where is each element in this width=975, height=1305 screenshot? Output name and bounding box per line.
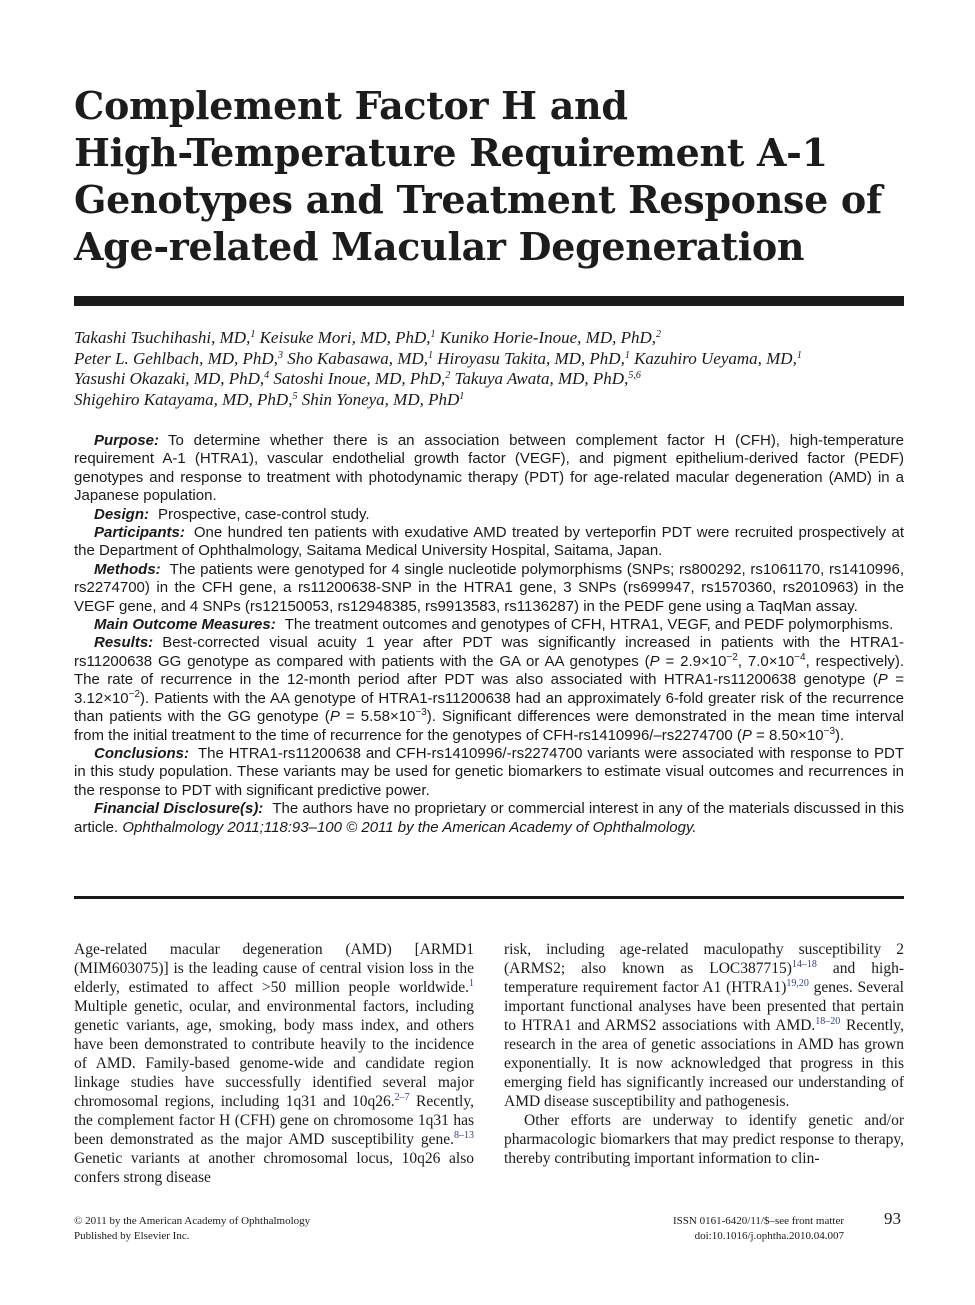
body-text: and high-temperature requirement factor A1 (HTRA1) <box>504 960 904 996</box>
section-label: Conclusions: <box>94 744 190 762</box>
author-line <box>74 328 904 349</box>
section-text: To determine whether there is an association between complement factor H (CFH), high-temperature requirement A-1 (HTRA1), vascular endothelial growth factor (VEGF), and pigment epithelium-derived factor (PEDF) genotypes and response to treatment with photodynamic therapy (PDT) for age-related macular degeneration (AMD) in a Japanese population. <box>74 432 904 505</box>
section-text: , respectively). The rate of recurrence in the 12-month period after PDT was also associated with HTRA1-rs11200638 genotype ( <box>74 652 904 689</box>
reference-link[interactable]: 2–7 <box>394 1092 410 1103</box>
abstract-purpose <box>74 432 904 506</box>
title-line: Genotypes and Treatment Response of <box>74 177 883 222</box>
section-text: The patients were genotyped for 4 single nucleotide polymorphisms (SNPs; rs800292, rs1061170, rs1410996, rs2274700) in the CFH gene, a rs11200638-SNP in the HTRA1 gene, 3 SNPs (rs699947, rs1570360, rs2010963) in the VEGF gene, and 4 SNPs (rs12150053, rs12948385, rs9913583, rs1136287) in the PEDF gene using a TaqMan assay. <box>74 560 904 615</box>
section-text: = 8.50×10 <box>751 726 824 744</box>
body-text: Recently, research in the area of genetic associations in AMD has grown exponentially. It is now acknowledged that progress in this emerging field has significantly increased our understanding of AMD disease susceptibility and pathogenesis. <box>504 1017 904 1110</box>
footer-copyright <box>74 1214 310 1244</box>
section-label: Purpose: <box>94 432 160 449</box>
abstract-financial-disclosure <box>74 800 904 837</box>
affiliation-mark: 1 <box>427 349 433 361</box>
abstract-results <box>74 634 904 744</box>
doi-link[interactable]: doi:10.1016/j.ophtha.2010.04.007 <box>694 1230 844 1242</box>
author-name: Keisuke Mori, MD, PhD, <box>255 328 431 347</box>
author-name: Takuya Awata, MD, PhD, <box>450 369 629 388</box>
author-line <box>74 369 904 390</box>
exponent: −4 <box>794 651 806 663</box>
affiliation-mark: 1 <box>459 390 465 402</box>
section-text: ). Patients with the AA genotype of HTRA1-rs11200638 had an approximately 6-fold greater risk of the recurrence than patients with the GG genotype ( <box>74 689 904 726</box>
p-symbol: P <box>741 726 752 744</box>
author-name: Sho Kabasawa, MD, <box>282 348 428 368</box>
affiliation-mark: 1 <box>430 329 436 340</box>
affiliation-mark: 3 <box>277 349 283 361</box>
reference-link[interactable]: 14–18 <box>791 959 817 970</box>
section-text: = 2.9×10 <box>659 652 727 670</box>
section-text: One hundred ten patients with exudative AMD treated by verteporfin PDT were recruited prospectively at the Department of Ophthalmology, Saitama Medical University Hospital, Saitama, Japan. <box>74 524 904 560</box>
author-list <box>74 328 904 410</box>
body-text: risk, including age-related maculopathy susceptibility 2 (ARMS2; also known as LOC387715) <box>504 941 904 977</box>
author-name: Kazuhiro Ueyama, MD, <box>629 348 797 368</box>
affiliation-mark: 1 <box>250 329 256 340</box>
title-line: High-Temperature Requirement A-1 <box>74 130 828 175</box>
section-text: The HTRA1-rs11200638 and CFH-rs1410996/-rs2274700 variants were associated with response to PDT in this study population. These variants may be used for genetic biomarkers to estimate visual outcomes and recurrences in the response to PDT with significant predictive power. <box>74 744 904 799</box>
exponent: −2 <box>726 651 738 663</box>
section-text: The treatment outcomes and genotypes of CFH, HTRA1, VEGF, and PEDF polymorphisms. <box>284 616 894 634</box>
copyright-line: © 2011 by the American Academy of Ophthalmology <box>74 1215 311 1227</box>
abstract-methods <box>74 561 904 616</box>
author-line <box>74 390 904 411</box>
section-text: The authors have no proprietary or commercial interest in any of the materials discussed in this article. <box>74 800 904 836</box>
exponent: −3 <box>415 707 427 719</box>
affiliation-mark: 2 <box>445 370 451 381</box>
affiliation-mark: 1 <box>796 349 802 361</box>
article-title <box>74 82 914 270</box>
reference-link[interactable]: 8–13 <box>454 1130 474 1141</box>
reference-link[interactable]: 18–20 <box>815 1016 841 1027</box>
abstract <box>74 432 904 837</box>
exponent: −2 <box>128 688 141 700</box>
author-name: Takashi Tsuchihashi, MD, <box>74 328 251 347</box>
section-label: Financial Disclosure(s): <box>94 800 264 818</box>
exponent: −3 <box>823 725 836 737</box>
abstract-design <box>74 506 904 524</box>
affiliation-mark: 2 <box>656 329 662 340</box>
section-label: Main Outcome Measures: <box>94 616 276 634</box>
body-column-right <box>504 940 904 1168</box>
body-text: Genetic variants at another chromosomal locus, 10q26 also confers strong disease <box>74 1150 474 1186</box>
section-label: Design: <box>94 505 150 523</box>
reference-link[interactable]: 1 <box>469 978 474 989</box>
body-text: Other efforts are underway to identify genetic and/or pharmacologic biomarkers that may predict response to therapy, thereby contributing important information to clin- <box>504 1112 904 1167</box>
section-text: = 3.12×10 <box>74 671 904 707</box>
abstract-conclusions <box>74 745 904 800</box>
section-label: Methods: <box>94 560 161 578</box>
section-text: Prospective, case-control study. <box>158 505 370 523</box>
body-paragraph <box>504 1111 904 1168</box>
abstract-participants <box>74 524 904 561</box>
affiliation-mark: 4 <box>264 370 270 381</box>
reference-link[interactable]: 19,20 <box>786 978 809 989</box>
body-paragraph <box>74 940 474 1187</box>
section-text: = 5.58×10 <box>339 708 416 726</box>
title-divider <box>74 296 904 306</box>
section-text: Best-corrected visual acuity 1 year after PDT was significantly increased in patients with the HTRA1-rs11200638 GG genotype as compared with patients with the GA or AA genotypes ( <box>74 634 904 670</box>
footer-identifiers <box>640 1214 844 1244</box>
journal-citation: Ophthalmology 2011;118:93–100 © 2011 by the American Academy of Ophthalmology. <box>122 818 697 836</box>
author-name: Kuniko Horie-Inoue, MD, PhD, <box>435 328 657 347</box>
title-line: Complement Factor H and <box>74 83 628 128</box>
body-text: Recently, the complement factor H (CFH) gene on chromosome 1q31 has been demonstrated as the major AMD susceptibility gene. <box>74 1093 474 1148</box>
author-name: Peter L. Gehlbach, MD, PhD, <box>74 348 278 368</box>
p-symbol: P <box>877 671 888 689</box>
body-text: genes. Several important functional analyses have been presented that pertain to HTRA1 and ARMS2 associations with AMD. <box>504 979 904 1034</box>
author-name: Shigehiro Katayama, MD, PhD, <box>74 389 293 409</box>
author-name: Satoshi Inoue, MD, PhD, <box>269 369 446 388</box>
page-number: 93 <box>884 1209 901 1228</box>
affiliation-mark: 5 <box>292 390 298 402</box>
section-text: ). Significant differences were demonstrated in the mean time interval from the initial treatment to the time of recurrence for the genotypes of CFH-rs1410996/–rs2274700 ( <box>74 708 904 744</box>
affiliation-mark: 5,6 <box>628 370 641 381</box>
section-label: Participants: <box>94 524 185 542</box>
author-name: Yasushi Okazaki, MD, PhD, <box>74 369 265 388</box>
title-line: Age-related Macular Degeneration <box>74 224 805 269</box>
section-label: Results: <box>94 634 154 652</box>
body-text: Multiple genetic, ocular, and environmental factors, including genetic variants, age, smoking, body mass index, and others have been demonstrated to contribute heavily to the incidence of AMD. Family-based genome-wide and candidate region linkage studies have successfully identified several major chromosomal regions, including 1q31 and 10q26. <box>74 998 474 1110</box>
abstract-main-outcome <box>74 616 904 634</box>
publisher-line: Published by Elsevier Inc. <box>74 1230 190 1242</box>
affiliation-mark: 1 <box>624 349 630 361</box>
author-line <box>74 349 904 370</box>
author-name: Hiroyasu Takita, MD, PhD, <box>432 348 625 368</box>
body-column-left <box>74 940 474 1187</box>
p-symbol: P <box>329 708 340 726</box>
p-symbol: P <box>649 652 660 670</box>
section-text: , 7.0×10 <box>737 652 795 670</box>
body-paragraph <box>504 940 904 1111</box>
issn-line: ISSN 0161-6420/11/$–see front matter <box>673 1215 844 1227</box>
section-text: ). <box>835 726 845 744</box>
body-text: Age-related macular degeneration (AMD) [ARMD1 (MIM603075)] is the leading cause of central vision loss in the elderly, estimated to affect >50 million people worldwide. <box>74 941 474 996</box>
author-name: Shin Yoneya, MD, PhD <box>297 389 460 409</box>
abstract-divider <box>74 896 904 899</box>
